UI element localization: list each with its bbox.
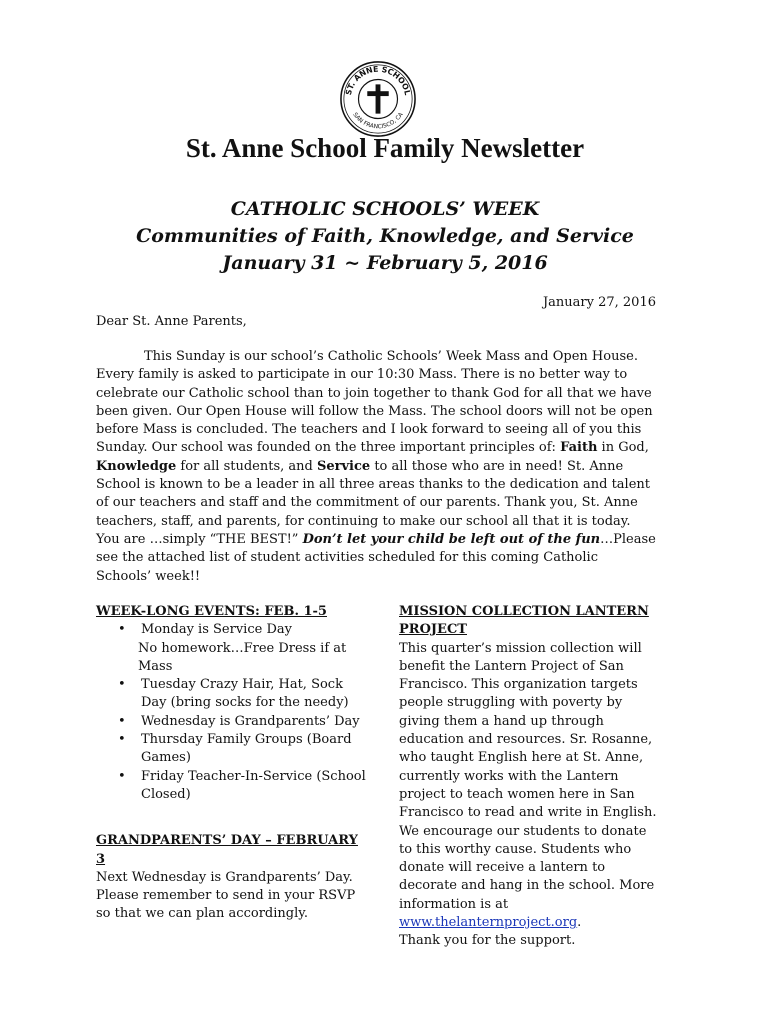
letter-salutation: Dear St. Anne Parents, [96,314,247,329]
body-emphasis: Don’t let your child be left out of the fun [302,531,601,547]
body-faith: Faith [560,440,598,456]
event-monday-detail: No homework…Free Dress if at Mass [138,640,347,674]
subheading-theme: Communities of Faith, Knowledge, and Service [136,225,634,247]
week-events-heading: WEEK-LONG EVENTS: FEB. 1-5 [96,604,327,619]
body-text-4: to all those who are in need! St. Anne School is known to be a leader in all three areas thanks to the dedication and talent of our teachers and staff and the commitment of our parents. Thank you, St. Anne teachers, staff, and parents, for continuing to make our school all that it is today. You are …simply “THE BEST!” [96,458,650,547]
list-item: • Tuesday Crazy Hair, Hat, Sock Day (bring socks for the needy) [96,676,368,713]
mission-thanks: Thank you for the support. [399,933,576,949]
seal-ring-bottom-text: SAN FRANCISCO, CA [351,111,405,131]
grandparents-heading: GRANDPARENTS’ DAY – FEBRUARY 3 [96,833,358,867]
body-text-5: …Please see the attached list of student activities scheduled for this coming Catholic Schools’ week!! [96,531,656,584]
list-item: • Wednesday is Grandparents’ Day [96,713,368,731]
list-item: • Friday Teacher-In-Service (School Closed) [96,768,368,805]
letter-date: January 27, 2016 [542,295,656,310]
right-column [399,603,661,951]
body-text-3: for all students, and [176,458,317,474]
event-monday: Monday is Service Day [141,622,292,638]
cross-icon [367,84,388,113]
week-events-list [96,621,368,804]
mission-body: This quarter’s mission collection will benefit the Lantern Project of San Francisco. This organization targets people struggling with poverty by giving them a hand up through education and resources. Sr. Rosanne, who taught English here at St. Anne, currently works with the Lantern project to teach women here in San Francisco to read and write in English. We encourage our students to donate to this worthy cause. Students who donate will receive a lantern to decorate and hang in the school. More information is at [399,640,657,912]
body-text-1: This Sunday is our school’s Catholic Schools’ Week Mass and Open House. Every family is asked to participate in our 10:30 Mass. There is no better way to celebrate our Catholic school than to join together to thank God for all that we have been given. Our Open House will follow the Mass. The school doors will not be open before Mass is concluded. The teachers and I look forward to seeing all of you this Sunday. Our school was founded on the three important principles of: [96,349,653,456]
newsletter-title: St. Anne School Family Newsletter [185,133,585,163]
school-seal-logo [339,60,417,138]
letter-body [96,348,656,586]
list-item: • Thursday Family Groups (Board Games) [96,731,368,768]
mission-text [399,640,661,933]
grandparents-text: Next Wednesday is Grandparents’ Day. Please remember to send in your RSVP so that we can plan accordingly. [96,869,356,922]
subheading-event-name: CATHOLIC SCHOOLS’ WEEK [230,198,540,220]
seal-ring-top-text: ST. ANNE SCHOOL [343,64,413,97]
body-knowledge: Knowledge [96,458,177,474]
mission-heading: MISSION COLLECTION LANTERN PROJECT [399,604,649,638]
grandparents-section [96,832,368,923]
lantern-project-link[interactable]: www.thelanternproject.org [399,915,578,931]
body-text-2: in God, [597,440,649,456]
list-item [96,621,368,676]
mission-period: . [577,915,582,931]
subheading-dates: January 31 ~ February 5, 2016 [222,252,548,274]
body-service: Service [317,458,371,474]
left-column [96,603,368,924]
